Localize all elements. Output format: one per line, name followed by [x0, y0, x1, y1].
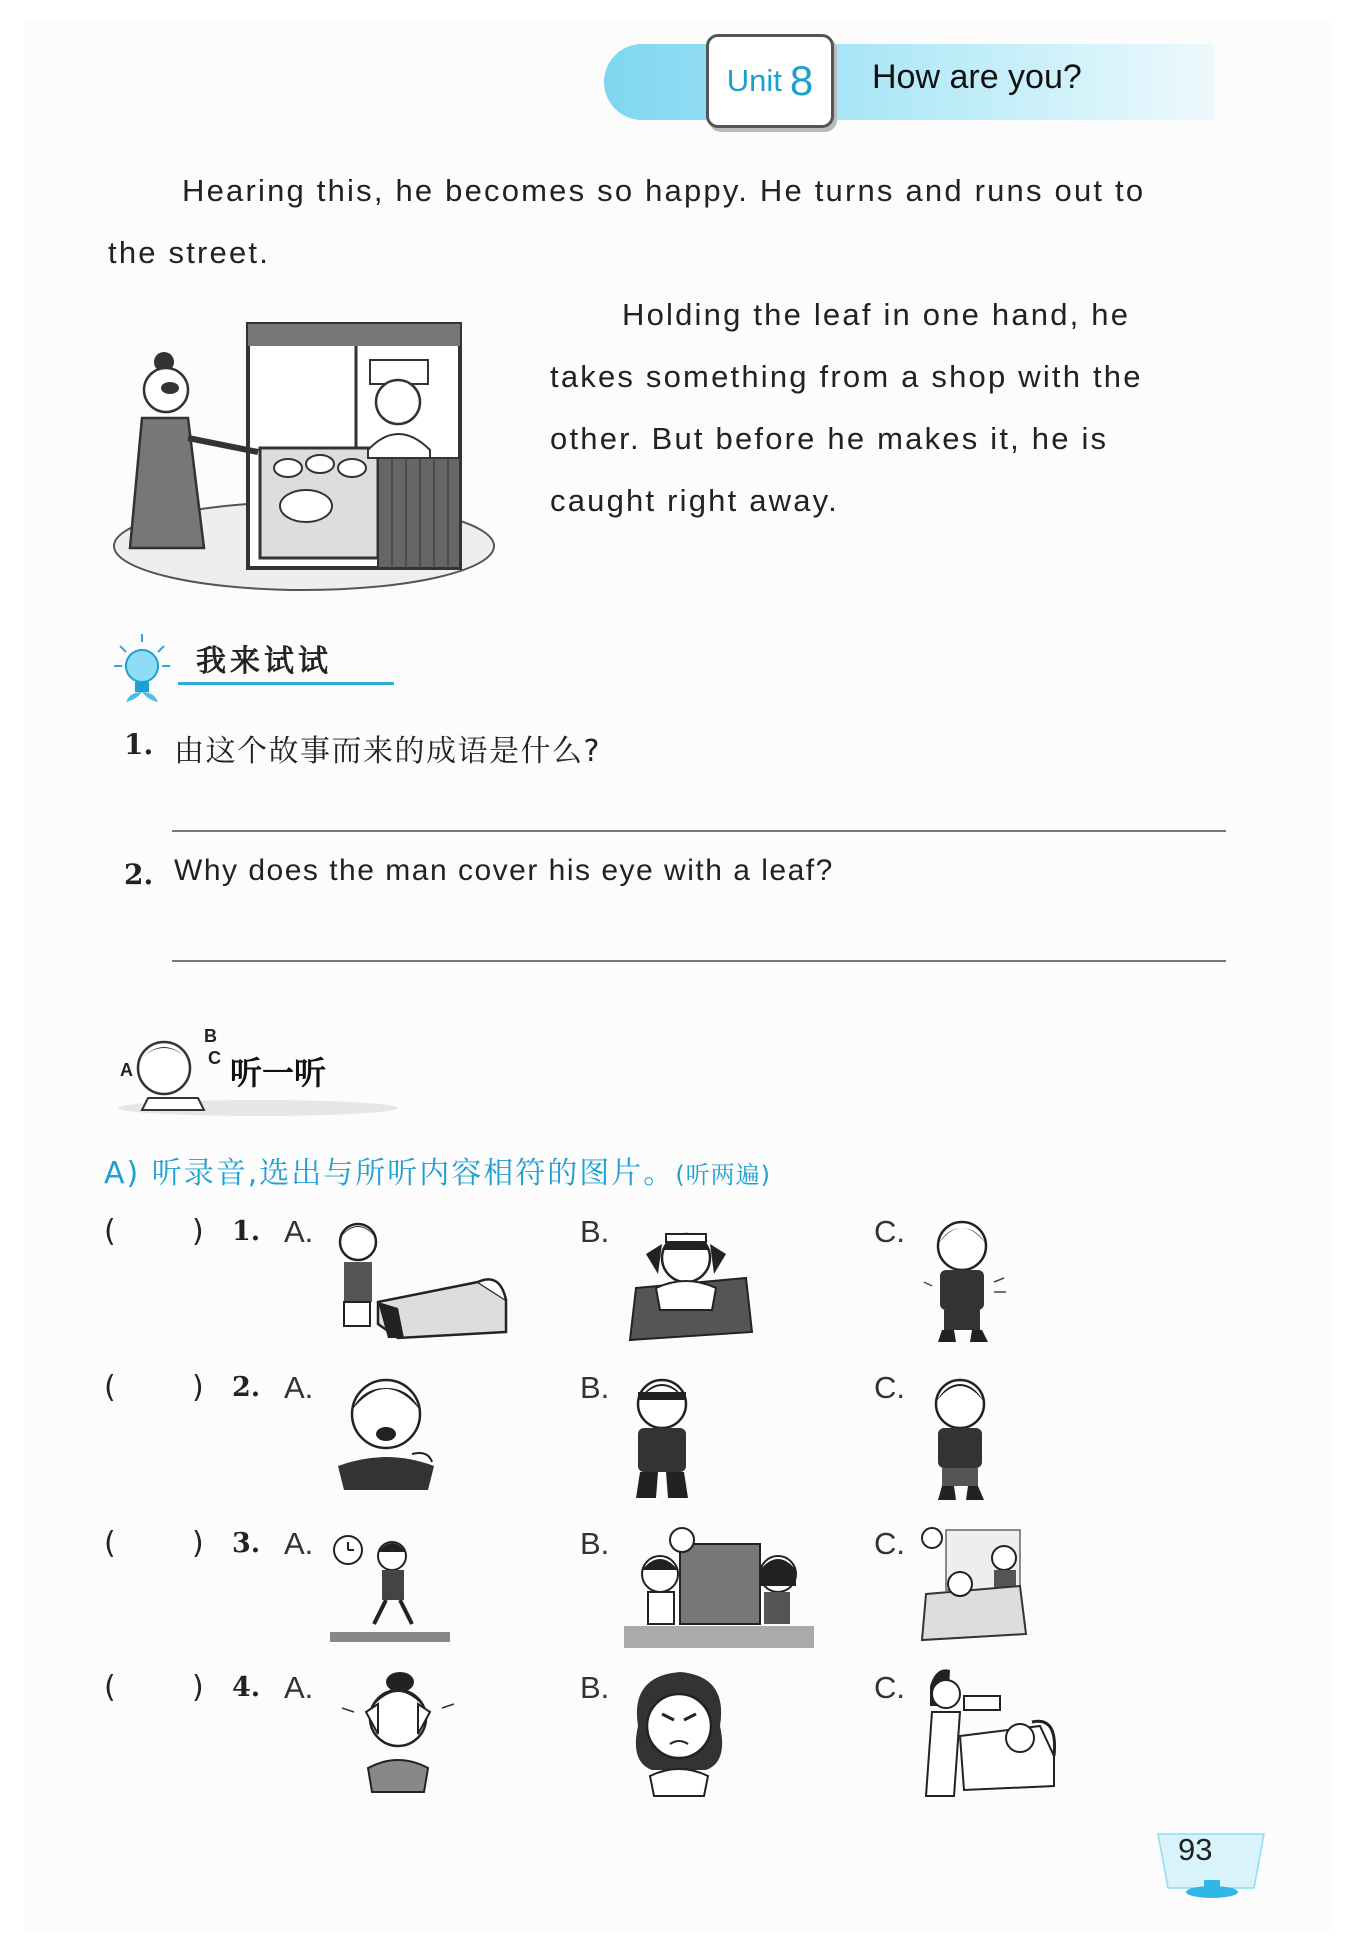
page-number: 93: [1178, 1832, 1213, 1867]
try-section-header: [112, 632, 412, 704]
picture-boy-stomachache[interactable]: [920, 1370, 1000, 1504]
option-label: B.: [580, 1370, 610, 1405]
badge-letter: B: [204, 1026, 217, 1046]
try-section-title: 我来试试: [196, 644, 332, 679]
unit-badge: [706, 34, 834, 128]
picture-boy-coughing[interactable]: [328, 1370, 448, 1502]
item-number: 1.: [232, 1216, 261, 1247]
option-label: C.: [874, 1526, 905, 1561]
unit-word: Unit: [726, 63, 782, 98]
answer-line[interactable]: [172, 830, 1226, 832]
lightbulb-icon: [112, 632, 182, 704]
item-number: 2.: [232, 1372, 261, 1403]
story-line: other. But before he makes it, he is: [550, 421, 1109, 456]
instruction-note: (听两遍): [675, 1161, 772, 1189]
story-line: caught right away.: [550, 483, 839, 518]
option-label: C.: [874, 1370, 905, 1405]
option-label: B.: [580, 1670, 610, 1705]
listen-section-title: 听一听: [230, 1054, 327, 1092]
option-label: C.: [874, 1670, 905, 1705]
option-label: A.: [284, 1526, 314, 1561]
answer-line[interactable]: [172, 960, 1226, 962]
unit-title: How are you?: [872, 58, 1082, 96]
option-label: A.: [284, 1214, 314, 1249]
question-text: 由这个故事而来的成语是什么?: [174, 734, 601, 769]
instruction-text: A) 听录音,选出与所听内容相符的图片。: [104, 1156, 676, 1191]
picture-family-at-home[interactable]: [920, 1524, 1030, 1648]
listening-instruction: [104, 1148, 771, 1192]
badge-letter: C: [208, 1048, 221, 1068]
question-text: Why does the man cover his eye with a leaf?: [174, 854, 834, 887]
option-label: B.: [580, 1214, 610, 1249]
answer-bracket[interactable]: ( ): [104, 1370, 204, 1405]
option-label: A.: [284, 1370, 314, 1405]
picture-boy-in-bed[interactable]: [626, 1214, 756, 1344]
item-number: 4.: [232, 1672, 261, 1703]
answer-bracket[interactable]: ( ): [104, 1214, 204, 1249]
story-line: Holding the leaf in one hand, he: [622, 297, 1131, 332]
try-section-underline: [178, 682, 394, 685]
answer-bracket[interactable]: ( ): [104, 1670, 204, 1705]
picture-girl-walking[interactable]: [330, 1528, 450, 1648]
badge-letter: A: [120, 1060, 133, 1080]
story-line: the street.: [108, 235, 271, 270]
option-label: B.: [580, 1526, 610, 1561]
answer-bracket[interactable]: ( ): [104, 1526, 204, 1561]
picture-boy-and-bed[interactable]: [328, 1212, 510, 1344]
story-line: Hearing this, he becomes so happy. He turns and runs out to: [182, 173, 1146, 208]
picture-two-children-school[interactable]: [624, 1522, 814, 1648]
unit-number: 8: [789, 57, 814, 104]
story-line: takes something from a shop with the: [550, 359, 1143, 394]
listen-section-header: [108, 1018, 408, 1118]
picture-woman-angry[interactable]: [624, 1666, 734, 1798]
question-number: 1.: [124, 728, 154, 761]
option-label: C.: [874, 1214, 905, 1249]
picture-boy-shivering[interactable]: [920, 1212, 1010, 1346]
item-number: 3.: [232, 1528, 261, 1559]
option-label: A.: [284, 1670, 314, 1705]
picture-boy-headache[interactable]: [622, 1370, 702, 1504]
question-number: 2.: [124, 858, 154, 891]
picture-woman-headache[interactable]: [338, 1668, 458, 1798]
picture-mother-and-sick-child[interactable]: [920, 1666, 1060, 1800]
story-illustration: [108, 318, 500, 594]
